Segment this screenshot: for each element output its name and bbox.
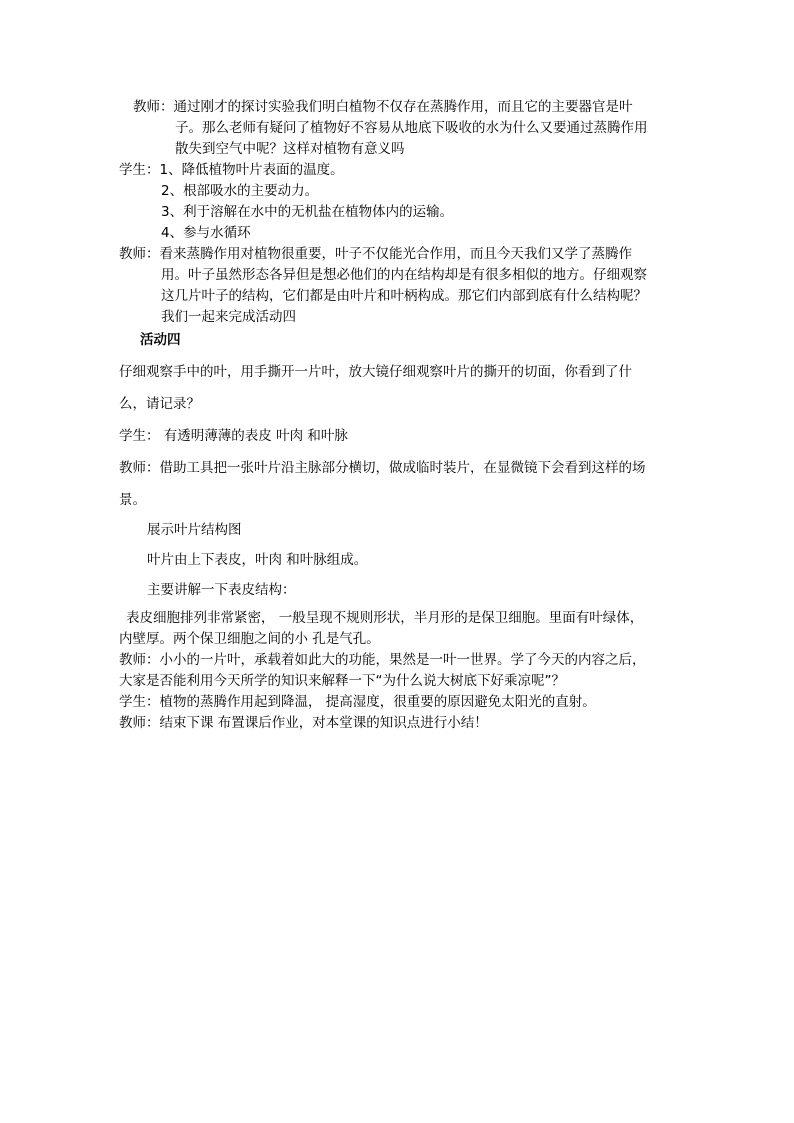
student-answer-1-line-2: 2、根部吸水的主要动力。 — [161, 183, 319, 199]
epidermis-line-2: 内壁厚。两个保卫细胞之间的小 孔是气孔。 — [119, 631, 380, 647]
teacher-paragraph-2-line-3: 这几片叶子的结构，它们都是由叶片和叶柄构成。那它们内部到底有什么结构呢？ — [161, 288, 647, 304]
student-answer-3: 学生：植物的蒸腾作用起到降温， 提高湿度，很重要的原因避免太阳光的直射。 — [119, 694, 596, 710]
show-leaf-structure: 展示叶片结构图 — [147, 522, 242, 538]
teacher-paragraph-2-line-1: 教师：看来蒸腾作用对植物很重要，叶子不仅能光合作用，而且今天我们又学了蒸腾作 — [119, 246, 632, 262]
student-answer-2: 学生： 有透明薄薄的表皮 叶肉 和叶脉 — [119, 428, 348, 444]
teacher-paragraph-2-line-2: 用。叶子虽然形态各异但是想必他们的内在结构却是有很多相似的地方。仔细观察 — [161, 267, 647, 283]
teacher-paragraph-1-line-1: 教师：通过刚才的探讨实验我们明白植物不仅存在蒸腾作用，而且它的主要器官是叶 — [133, 99, 633, 115]
activity-instruction-line-2: 么，请记录？ — [119, 396, 200, 412]
teacher-paragraph-3-line-2: 景。 — [119, 492, 146, 508]
activity-instruction-line-1: 仔细观察手中的叶，用手撕开一片叶，放大镜仔细观察叶片的撕开的切面，你看到了什 — [119, 364, 632, 380]
teacher-paragraph-3-line-1: 教师：借助工具把一张叶片沿主脉部分横切，做成临时装片，在显微镜下会看到这样的场 — [119, 460, 646, 476]
teacher-paragraph-4-line-1: 教师：小小的一片叶，承载着如此大的功能，果然是一叶一世界。学了今天的内容之后， — [119, 652, 646, 668]
epidermis-line-1: 表皮细胞排列非常紧密， 一般呈现不规则形状，半月形的是保卫细胞。里面有叶绿体， — [126, 610, 644, 626]
teacher-paragraph-4-line-2: 大家是否能利用今天所学的知识来解释一下“为什么说大树底下好乘凉呢”？ — [119, 673, 565, 689]
teacher-closing: 教师：结束下课 布置课后作业，对本堂课的知识点进行小结！ — [119, 715, 488, 731]
teacher-paragraph-2-line-4: 我们一起来完成活动四 — [161, 309, 296, 325]
student-answer-1-line-4: 4、参与水循环 — [161, 225, 251, 241]
teacher-paragraph-1-line-2: 子。那么老师有疑问了植物好不容易从地底下吸收的水为什么又要通过蒸腾作用 — [175, 120, 648, 136]
leaf-composition: 叶片由上下表皮，叶肉 和叶脉组成。 — [147, 552, 368, 568]
student-answer-1-line-1: 学生：1、降低植物叶片表面的温度。 — [119, 162, 344, 178]
epidermis-explain-heading: 主要讲解一下表皮结构： — [147, 582, 296, 598]
student-answer-1-line-3: 3、利于溶解在水中的无机盐在植物体内的运输。 — [161, 204, 454, 220]
activity-four-heading: 活动四 — [140, 332, 181, 348]
teacher-paragraph-1-line-3: 散失到空气中呢？这样对植物有意义吗 — [175, 141, 405, 157]
